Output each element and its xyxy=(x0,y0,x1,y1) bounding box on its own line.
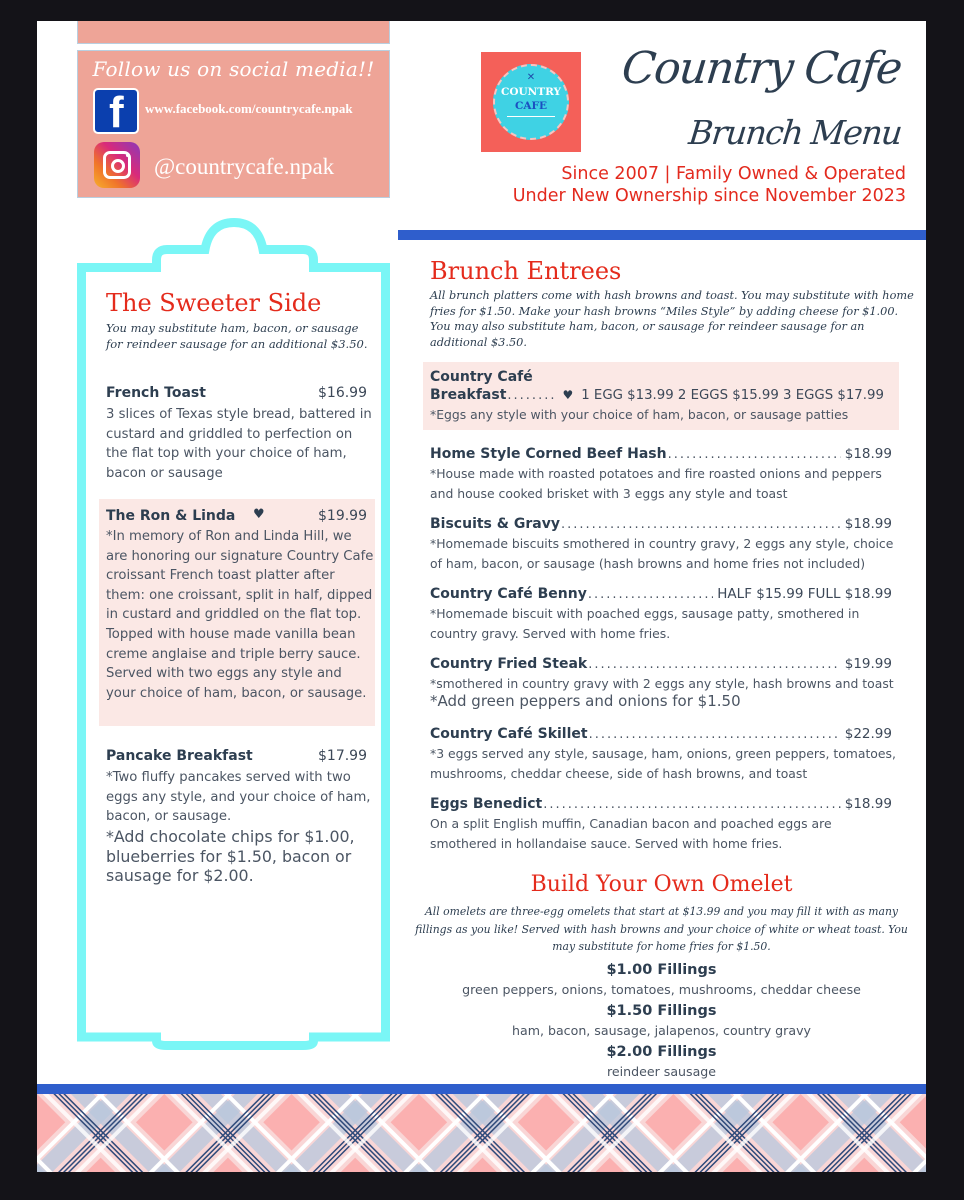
dot-leader xyxy=(588,587,713,602)
tagline-ownership: Under New Ownership since November 2023 xyxy=(512,186,906,206)
menu-item-description: *In memory of Ron and Linda Hill, we are honoring our signature Country Cafe croissant French toast platter after them: one croissant, split in half, dipped in custard and griddled on the flat top. Topped with house made vanilla bean creme anglaise and triple berry sauce. Served with two eggs any style and your choice of ham, bacon, or sausage. xyxy=(106,529,374,701)
heart-icon: ♥ xyxy=(562,388,574,402)
facebook-glyph: f xyxy=(109,88,124,137)
filling-list: ham, bacon, sausage, jalapenos, country gravy xyxy=(512,1023,811,1038)
menu-item-addon: *Add chocolate chips for $1.00, blueberries for $1.50, bacon or sausage for $2.00. xyxy=(106,827,355,886)
header-divider-bar xyxy=(398,230,926,240)
menu-item-price: $18.99 xyxy=(844,796,892,812)
menu-item-description: *Two fluffy pancakes served with two eggs any style, and your choice of ham, bacon, or sausage. xyxy=(106,770,371,825)
omelet-note: All omelets are three-egg omelets that start at $13.99 and you may fill it with as many fillings as you like! Served with hash browns and your choice of white or wheat toast. You may substitute for home fries for $1.50. xyxy=(415,905,908,953)
menu-item-price: $19.99 xyxy=(318,508,367,524)
menu-item-name: Pancake Breakfast xyxy=(106,748,253,764)
menu-item-row xyxy=(430,656,892,672)
dot-leader xyxy=(561,517,841,532)
menu-item-addon: *Add green peppers and onions for $1.50 xyxy=(430,692,741,710)
menu-item-name-line2: Breakfast xyxy=(430,387,507,403)
sweeter-side-note: You may substitute ham, bacon, or sausage for reindeer sausage for an additional $3.50. xyxy=(106,321,368,351)
menu-item-name: Country Fried Steak xyxy=(430,656,588,672)
brunch-entrees-note: All brunch platters come with hash browns and toast. You may substitute with home fries for $1.50. Make your hash browns “Miles Style” by adding cheese for $1.00. You may also substitute ham, bacon, or sausage for reindeer sausage for an additional $3.50. xyxy=(430,289,914,349)
omelet-title: Build Your Own Omelet xyxy=(530,872,793,897)
social-title: Follow us on social media!! xyxy=(92,57,375,81)
menu-item-price: 1 EGG $13.99 2 EGGS $15.99 3 EGGS $17.99 xyxy=(581,388,884,403)
menu-item-price: $18.99 xyxy=(844,516,892,532)
brunch-entrees-title: Brunch Entrees xyxy=(430,257,622,285)
menu-item-description: *House made with roasted potatoes and fire roasted onions and peppers and house cooked brisket with 3 eggs any style and toast xyxy=(430,466,882,501)
menu-item-row xyxy=(430,796,892,812)
plaid-border-pattern xyxy=(37,1094,926,1172)
menu-page xyxy=(37,21,926,1172)
menu-item-name: French Toast xyxy=(106,385,206,401)
menu-item-description: *Eggs any style with your choice of ham, bacon, or sausage patties xyxy=(430,407,849,422)
facebook-link[interactable]: www.facebook.com/countrycafe.npak xyxy=(145,101,353,116)
dot-leader xyxy=(668,447,841,462)
menu-item-description: *Homemade biscuit with poached eggs, sausage patty, smothered in country gravy. Served with home fries. xyxy=(430,606,860,641)
instagram-handle[interactable]: @countrycafe.npak xyxy=(154,154,335,179)
cafe-logo xyxy=(481,52,581,152)
filling-tier: $1.50 Fillings xyxy=(606,1003,717,1019)
logo-divider xyxy=(507,116,555,117)
menu-item-name: Eggs Benedict xyxy=(430,796,543,812)
fork-spoon-icon: ✕ xyxy=(526,72,536,83)
page-title: Country Cafe xyxy=(619,43,904,94)
social-media-panel xyxy=(77,50,390,198)
menu-item-row xyxy=(430,516,892,532)
menu-item-name: Country Café Benny xyxy=(430,586,587,602)
top-salmon-strip xyxy=(77,21,390,44)
menu-item-price: $18.99 xyxy=(844,446,892,462)
menu-item-name: Home Style Corned Beef Hash xyxy=(430,446,667,462)
logo-badge xyxy=(493,64,569,140)
tagline-since: Since 2007 | Family Owned & Operated xyxy=(561,164,906,184)
menu-item-price: $16.99 xyxy=(318,385,367,401)
menu-item-row xyxy=(430,586,892,602)
menu-item-price: $19.99 xyxy=(844,656,892,672)
logo-text-country: COUNTRY xyxy=(501,86,561,98)
dot-leader xyxy=(543,797,840,812)
dot-leader xyxy=(589,727,841,742)
menu-item-row xyxy=(430,446,892,462)
menu-item-price: HALF $15.99 FULL $18.99 xyxy=(717,586,892,602)
menu-item-name: The Ron & Linda xyxy=(106,508,236,524)
filling-tier: $1.00 Fillings xyxy=(606,962,717,978)
menu-item-description: On a split English muffin, Canadian bacon and poached eggs are smothered in hollandaise sauce. Served with home fries. xyxy=(430,816,832,851)
menu-item-row xyxy=(430,726,892,742)
menu-item-price: $17.99 xyxy=(318,748,367,764)
menu-item-name: Country Café Skillet xyxy=(430,726,588,742)
menu-item-price: $22.99 xyxy=(844,726,892,742)
menu-item-description: *3 eggs served any style, sausage, ham, onions, green peppers, tomatoes, mushrooms, cheddar cheese, side of hash browns, and toast xyxy=(430,746,896,781)
instagram-icon[interactable] xyxy=(94,142,140,188)
sweeter-side-title: The Sweeter Side xyxy=(106,289,322,317)
footer-divider-bar xyxy=(37,1084,926,1094)
facebook-icon[interactable] xyxy=(93,88,139,137)
dot-leader: ........ xyxy=(507,388,557,403)
dot-leader xyxy=(588,657,841,672)
menu-item-name: Biscuits & Gravy xyxy=(430,516,560,532)
menu-item-description: *smothered in country gravy with 2 eggs any style, hash browns and toast xyxy=(430,676,894,691)
filling-tier: $2.00 Fillings xyxy=(606,1044,717,1060)
menu-item-description: 3 slices of Texas style bread, battered in custard and griddled to perfection on the flat top with your choice of ham, bacon or sausage xyxy=(106,407,372,481)
page-subtitle: Brunch Menu xyxy=(686,113,904,152)
filling-list: reindeer sausage xyxy=(606,1064,717,1079)
heart-icon: ♥ xyxy=(253,507,265,522)
filling-list: green peppers, onions, tomatoes, mushrooms, cheddar cheese xyxy=(462,982,861,997)
menu-item-name-line1: Country Café xyxy=(430,369,533,385)
logo-text-cafe: CAFE xyxy=(515,100,547,112)
menu-item-row xyxy=(430,387,892,403)
menu-item-description: *Homemade biscuits smothered in country gravy, 2 eggs any style, choice of ham, bacon, or sausage (hash browns and home fries not included) xyxy=(430,536,894,571)
